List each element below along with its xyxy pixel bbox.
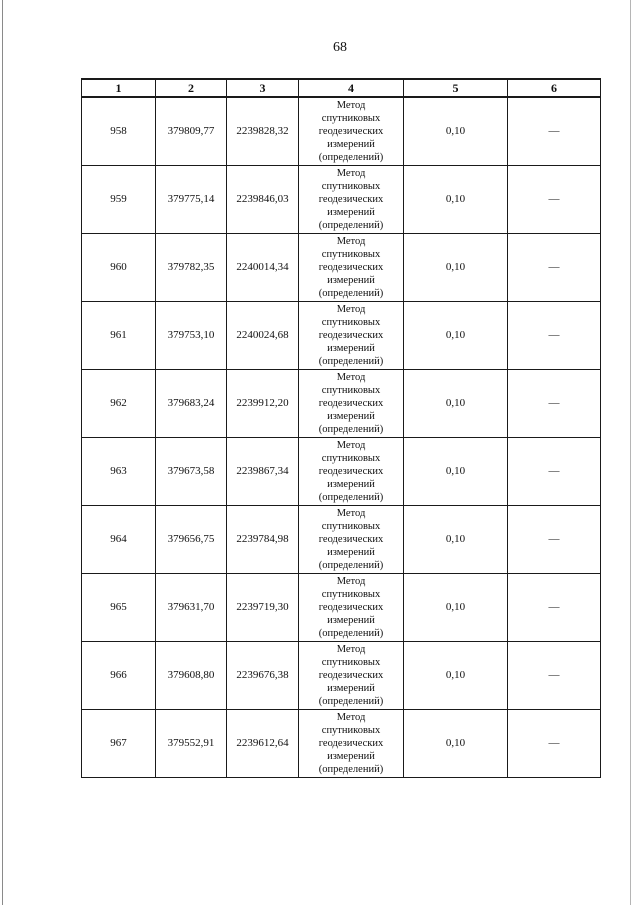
method-line: спутниковых xyxy=(321,589,381,600)
point-number-cell: 963 xyxy=(82,438,156,506)
accuracy-cell: 0,10 xyxy=(404,574,508,642)
method-line: измерений xyxy=(327,479,375,490)
method-cell xyxy=(299,97,404,166)
x-coordinate-cell: 379608,80 xyxy=(156,642,227,710)
method-line: измерений xyxy=(327,343,375,354)
method-cell xyxy=(299,166,404,234)
method-line: спутниковых xyxy=(321,181,381,192)
point-number-cell: 962 xyxy=(82,370,156,438)
x-coordinate-cell: 379631,70 xyxy=(156,574,227,642)
method-line: измерений xyxy=(327,207,375,218)
table-row xyxy=(82,370,601,438)
x-coordinate-cell: 379753,10 xyxy=(156,302,227,370)
method-line: Метод xyxy=(336,576,366,587)
y-coordinate-cell: 2239784,98 xyxy=(227,506,299,574)
accuracy-cell: 0,10 xyxy=(404,302,508,370)
table-row xyxy=(82,97,601,166)
description-cell: — xyxy=(508,370,601,438)
method-line: геодезических xyxy=(318,738,384,749)
column-header-6: 6 xyxy=(508,79,601,97)
table-header-row xyxy=(82,79,601,97)
point-number-cell: 960 xyxy=(82,234,156,302)
table-row xyxy=(82,574,601,642)
method-line: измерений xyxy=(327,547,375,558)
method-line: спутниковых xyxy=(321,249,381,260)
y-coordinate-cell: 2239846,03 xyxy=(227,166,299,234)
description-cell: — xyxy=(508,97,601,166)
method-line: измерений xyxy=(327,275,375,286)
method-line: (определений) xyxy=(318,424,384,435)
method-line: измерений xyxy=(327,683,375,694)
method-line: геодезических xyxy=(318,262,384,273)
method-line: спутниковых xyxy=(321,453,381,464)
method-cell xyxy=(299,370,404,438)
method-line: измерений xyxy=(327,751,375,762)
method-line: спутниковых xyxy=(321,317,381,328)
method-line: Метод xyxy=(336,236,366,247)
coordinates-table xyxy=(81,78,601,778)
method-line: измерений xyxy=(327,411,375,422)
point-number-cell: 961 xyxy=(82,302,156,370)
method-cell xyxy=(299,234,404,302)
method-line: геодезических xyxy=(318,126,384,137)
point-number-cell: 959 xyxy=(82,166,156,234)
column-header-5: 5 xyxy=(404,79,508,97)
point-number-cell: 958 xyxy=(82,97,156,166)
method-line: спутниковых xyxy=(321,385,381,396)
method-line: (определений) xyxy=(318,220,384,231)
method-line: (определений) xyxy=(318,152,384,163)
description-cell: — xyxy=(508,574,601,642)
method-line: (определений) xyxy=(318,560,384,571)
method-line: (определений) xyxy=(318,492,384,503)
method-cell xyxy=(299,710,404,778)
table-row xyxy=(82,438,601,506)
method-line: геодезических xyxy=(318,534,384,545)
method-cell xyxy=(299,506,404,574)
column-header-1: 1 xyxy=(82,79,156,97)
method-line: (определений) xyxy=(318,356,384,367)
method-line: (определений) xyxy=(318,288,384,299)
column-header-4: 4 xyxy=(299,79,404,97)
method-line: спутниковых xyxy=(321,113,381,124)
table-body xyxy=(82,97,601,778)
accuracy-cell: 0,10 xyxy=(404,642,508,710)
table-row xyxy=(82,166,601,234)
description-cell: — xyxy=(508,710,601,778)
y-coordinate-cell: 2239676,38 xyxy=(227,642,299,710)
table-row xyxy=(82,710,601,778)
x-coordinate-cell: 379683,24 xyxy=(156,370,227,438)
accuracy-cell: 0,10 xyxy=(404,438,508,506)
column-header-3: 3 xyxy=(227,79,299,97)
y-coordinate-cell: 2239828,32 xyxy=(227,97,299,166)
point-number-cell: 965 xyxy=(82,574,156,642)
point-number-cell: 964 xyxy=(82,506,156,574)
method-line: геодезических xyxy=(318,602,384,613)
table-row xyxy=(82,302,601,370)
method-line: Метод xyxy=(336,372,366,383)
x-coordinate-cell: 379782,35 xyxy=(156,234,227,302)
y-coordinate-cell: 2239912,20 xyxy=(227,370,299,438)
table-row xyxy=(82,642,601,710)
description-cell: — xyxy=(508,234,601,302)
method-cell xyxy=(299,642,404,710)
method-cell xyxy=(299,438,404,506)
method-line: Метод xyxy=(336,304,366,315)
method-line: измерений xyxy=(327,615,375,626)
y-coordinate-cell: 2240014,34 xyxy=(227,234,299,302)
method-line: Метод xyxy=(336,100,366,111)
x-coordinate-cell: 379775,14 xyxy=(156,166,227,234)
page-edge-right xyxy=(630,0,631,905)
x-coordinate-cell: 379656,75 xyxy=(156,506,227,574)
method-line: Метод xyxy=(336,168,366,179)
description-cell: — xyxy=(508,166,601,234)
method-line: (определений) xyxy=(318,628,384,639)
y-coordinate-cell: 2239719,30 xyxy=(227,574,299,642)
method-line: (определений) xyxy=(318,764,384,775)
method-line: Метод xyxy=(336,440,366,451)
page-number: 68 xyxy=(333,40,347,55)
method-line: Метод xyxy=(336,712,366,723)
accuracy-cell: 0,10 xyxy=(404,506,508,574)
table-row xyxy=(82,234,601,302)
y-coordinate-cell: 2239867,34 xyxy=(227,438,299,506)
page-edge-left xyxy=(2,0,3,905)
y-coordinate-cell: 2239612,64 xyxy=(227,710,299,778)
method-line: спутниковых xyxy=(321,657,381,668)
method-line: геодезических xyxy=(318,670,384,681)
method-line: спутниковых xyxy=(321,725,381,736)
x-coordinate-cell: 379809,77 xyxy=(156,97,227,166)
accuracy-cell: 0,10 xyxy=(404,370,508,438)
accuracy-cell: 0,10 xyxy=(404,166,508,234)
y-coordinate-cell: 2240024,68 xyxy=(227,302,299,370)
table-row xyxy=(82,506,601,574)
method-line: спутниковых xyxy=(321,521,381,532)
point-number-cell: 966 xyxy=(82,642,156,710)
description-cell: — xyxy=(508,438,601,506)
method-line: (определений) xyxy=(318,696,384,707)
description-cell: — xyxy=(508,506,601,574)
x-coordinate-cell: 379673,58 xyxy=(156,438,227,506)
method-line: геодезических xyxy=(318,398,384,409)
accuracy-cell: 0,10 xyxy=(404,234,508,302)
method-line: геодезических xyxy=(318,466,384,477)
description-cell: — xyxy=(508,642,601,710)
method-cell xyxy=(299,574,404,642)
column-header-2: 2 xyxy=(156,79,227,97)
accuracy-cell: 0,10 xyxy=(404,97,508,166)
method-line: измерений xyxy=(327,139,375,150)
description-cell: — xyxy=(508,302,601,370)
x-coordinate-cell: 379552,91 xyxy=(156,710,227,778)
method-line: геодезических xyxy=(318,330,384,341)
method-cell xyxy=(299,302,404,370)
method-line: геодезических xyxy=(318,194,384,205)
method-line: Метод xyxy=(336,644,366,655)
point-number-cell: 967 xyxy=(82,710,156,778)
accuracy-cell: 0,10 xyxy=(404,710,508,778)
method-line: Метод xyxy=(336,508,366,519)
